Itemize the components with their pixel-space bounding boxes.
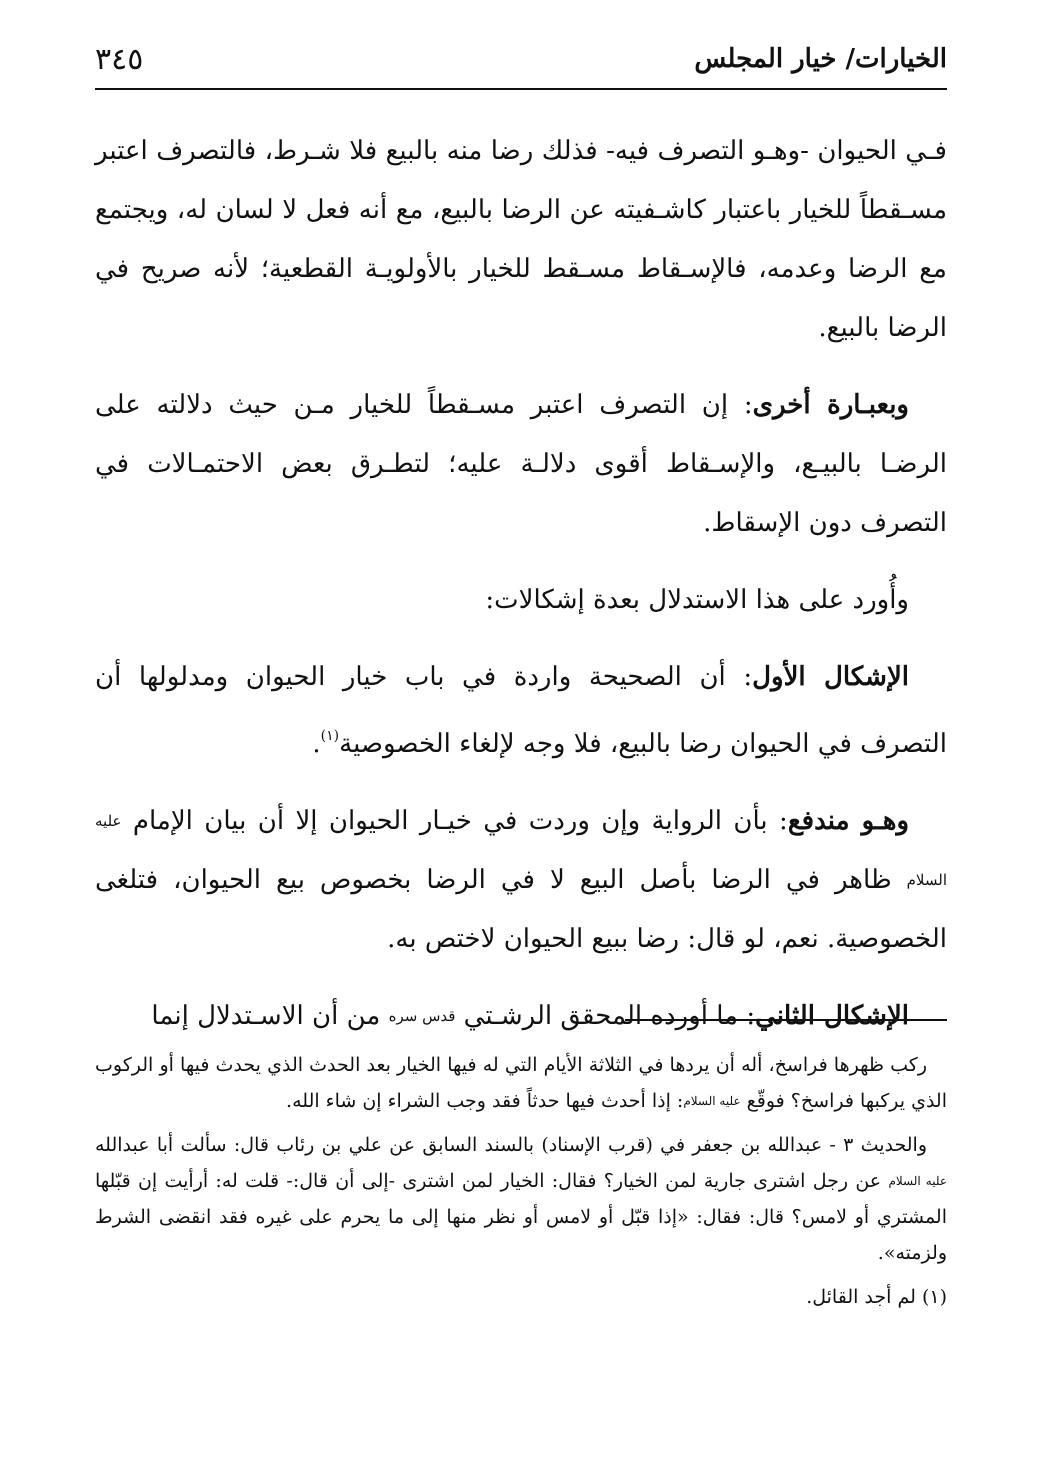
paragraph-2-lead: وبعبـارة أخرى bbox=[752, 390, 909, 420]
honorific-glyph: عليه السلام bbox=[683, 1094, 741, 1108]
paragraph-6-text-a: : ما أورده المحقق الرشـتي bbox=[455, 1001, 756, 1031]
paragraph-5-lead: وهـو مندفع bbox=[787, 806, 909, 836]
footnote-text: عن رجل اشترى جارية لمن الخيار؟ فقال: الخيار لمن اشترى -إلى أن قال:- قلت له: أرأيت إن قبّلها المشتري أو لامس؟ قال: فقال: «إذا قبّل أو لامس أو نظر منها إلى ما يحرم على غيره فقد انقضى الشرط ولزمته». bbox=[95, 1170, 947, 1264]
footnote-divider bbox=[625, 1019, 947, 1021]
paragraph-4-text: : أن الصحيحة واردة في باب خيار الحيوان ومدلولها أن التصرف في الحيوان رضا بالبيع، فلا وجه لإلغاء الخصوصية bbox=[95, 662, 947, 759]
paragraph-4 bbox=[95, 648, 947, 774]
paragraph-2 bbox=[95, 376, 947, 553]
honorific-glyph: عليه السلام bbox=[95, 812, 947, 889]
footnote-ref-1: (١) bbox=[320, 728, 340, 744]
paragraph-5 bbox=[95, 792, 947, 969]
paragraph-5-text-a: : بأن الرواية وإن وردت في خيـار الحيوان إلا أن بيان الإمام bbox=[121, 806, 788, 836]
header-title: الخيارات/ خيار المجلس bbox=[694, 44, 947, 74]
footnote-text: ركب ظهرها فراسخ، أله أن يردها في الثلاثة الأيام التي له فيها الخيار بعد الحدث الذي يحدث فيها أو الركوب الذي يركبها فراسخ؟ فوقّع bbox=[95, 1054, 947, 1112]
paragraph-6-text-b: من أن الاسـتدلال إنما bbox=[151, 1001, 389, 1031]
paragraph-3: وأُورد على هذا الاستدلال بعدة إشكالات: bbox=[485, 585, 909, 615]
footnote-continuation-2 bbox=[95, 1127, 947, 1271]
running-header bbox=[95, 42, 947, 90]
paragraph-4-end: . bbox=[312, 729, 321, 759]
honorific-glyph: عليه السلام bbox=[888, 1174, 947, 1188]
paragraph-6-lead: الإشكال الثاني bbox=[755, 1001, 909, 1031]
book-page bbox=[95, 0, 947, 1469]
footnote-text: والحديث ٣ - عبدالله بن جعفر في (قرب الإسناد) بالسند السابق عن علي بن رئاب قال: سألت أبا عبدالله bbox=[95, 1134, 927, 1156]
page-number: ٣٤٥ bbox=[95, 42, 144, 77]
main-text bbox=[95, 122, 947, 1064]
paragraph-1: فـي الحيوان -وهـو التصرف فيه- فذلك رضا منه بالبيع فلا شـرط، فالتصرف اعتبر مسـقطاً للخيار باعتبار كاشـفيته عن الرضا بالبيع، مع أنه فعل لا لسان له، ويجتمع مع الرضا وعدمه، فالإسـقاط مسـقط للخيار بالأولويـة القطعية؛ لأنه صريح في الرضا بالبيع. bbox=[95, 136, 947, 343]
paragraph-4-lead: الإشكال الأول bbox=[752, 662, 909, 692]
paragraph-5-text-b: ظاهر في الرضا بأصل البيع لا في الرضا بخصوص بيع الحيوان، فتلغى الخصوصية. نعم، لو قال: رضا ببيع الحيوان لاختص به. bbox=[95, 865, 947, 954]
footnotes bbox=[95, 1047, 947, 1323]
paragraph-2-text: : إن التصرف اعتبر مسـقطاً للخيار مـن حيث دلالته على الرضـا بالبيـع، والإسـقاط أقوى دلالـة عليه؛ لتطـرق بعض الاحتمـالات في التصرف دون الإسقاط. bbox=[95, 390, 947, 538]
footnote-text: : إذا أحدث فيها حدثاً فقد وجب الشراء إن شاء الله. bbox=[286, 1090, 684, 1112]
paragraph-6 bbox=[95, 987, 947, 1046]
footnote-continuation-1 bbox=[95, 1047, 947, 1119]
honorific-glyph: قدس سره bbox=[388, 1007, 456, 1025]
footnote-1: (١) لم أجد القائل. bbox=[806, 1286, 947, 1308]
